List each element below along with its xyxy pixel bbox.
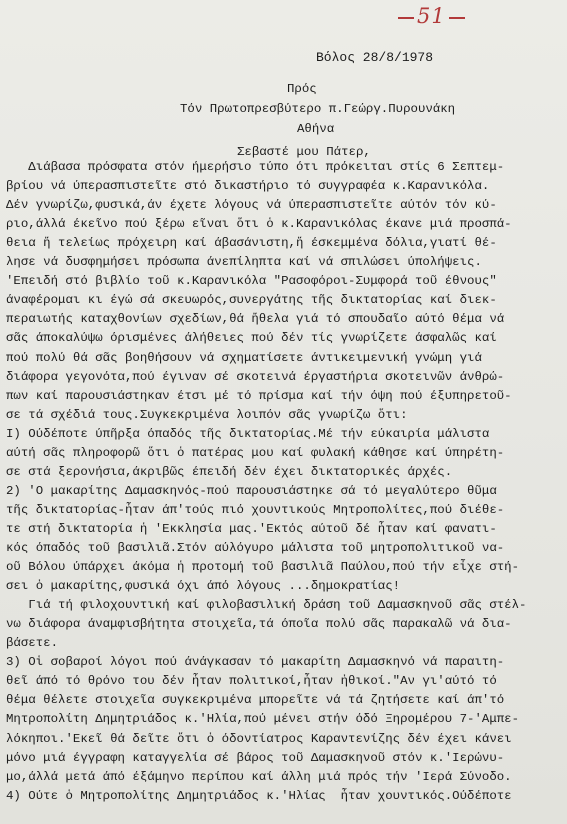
body-line: τῆς δικτατορίας-ἦταν άπ'τούς πιό χουντικούς Μητροπολίτες,πού διέθε- — [6, 502, 505, 517]
body-line: βάσετε. — [6, 636, 59, 651]
body-line: οῦ Βόλου ύπάρχει άκόμα ἡ προτομή τοῦ βασιλιᾶ Παύλου,πού τήν εἶχε στή- — [6, 560, 520, 575]
body-line: πού πολύ θά σᾶς βοηθήσουν νά σχηματίσετε άντικειμενική γνώμη γιά — [6, 350, 482, 365]
body-line: θεῖ άπό τό θρόνο του δέν ἦταν πολιτικοί,ἦταν ἠθικοί."Αν γι'αύτό τό — [6, 674, 497, 689]
body-line: θέμα θέλετε στοιχεῖα συγκεκριμένα μπορεῖτε νά τά ζητήσετε καί άπ'τό — [6, 693, 505, 708]
recipient-name: Τόν Πρωτοπρεσβύτερο π.Γεώργ.Πυρουνάκη — [180, 102, 456, 116]
body-line: βρίου νά ύπερασπιστεῖτε στό δικαστήριο τό συγγραφέα κ.Καρανικόλα. — [6, 179, 490, 194]
letter-date: Βόλος 28/8/1978 — [316, 50, 434, 65]
recipient-city: Αθήνα — [297, 122, 335, 136]
body-line: νω διάφορα άναμφισβήτητα στοιχεῖα,τά όποῖα πολύ σᾶς παρακαλῶ νά δια- — [6, 617, 512, 632]
body-line: Δέν γνωρίζω,φυσικά,άν έχετε λόγους νά ύπερασπιστεῖτε αύτόν τόν κύ- — [6, 198, 497, 213]
body-line: διάφορα γεγονότα,πού έγιναν σέ σκοτεινά έργαστήρια σκοτεινῶν άνθρώ- — [6, 369, 505, 384]
body-line: I) Ούδέποτε ύπῆρξα όπαδός τῆς δικτατορίας.Μέ τήν εύκαιρία μάλιστα — [6, 426, 490, 441]
body-line: Μητροπολίτη Δημητριάδος κ.'Ηλία,πού μένει στήν όδό Ξηρομέρου 7-'Αμπε- — [6, 712, 520, 727]
body-line: σει ὁ μακαρίτης,φυσικά όχι άπό λόγους ...δημοκρατίας! — [6, 579, 401, 594]
handwritten-page-number: 51 — [395, 4, 468, 28]
body-line: λησε νά δυσφημήσει πρόσωπα άνεπίληπτα καί νά σπιλώσει ύπολήψεις. — [6, 255, 482, 270]
body-line: σε στά ξερονήσια,άκριβῶς έπειδή δέν έχει δικτατορικές άρχές. — [6, 464, 453, 479]
body-line: 'Επειδή στό βιβλίο τοῦ κ.Καρανικόλα "Ρασοφόροι-Συμφορά τοῦ έθνους" — [6, 274, 497, 289]
body-line: περαιωτής καταχθονίων σχεδίων,θά ἤθελα γιά τό σπουδαῖο αύτό θέμα νά — [6, 312, 505, 327]
body-line: 3) Οἱ σοβαροί λόγοι πού άνάγκασαν τό μακαρίτη Δαμασκηνό νά παραιτη- — [6, 655, 505, 670]
body-line: Γιά τή φιλοχουντική καί φιλοβασιλική δράση τοῦ Δαμασκηνοῦ σᾶς στέλ- — [6, 598, 527, 613]
body-line: άναφέρομαι κι έγώ σά σκευωρός,συνεργάτης τῆς δικτατορίας καί διεκ- — [6, 293, 497, 308]
body-line: αύτή σᾶς πληροφορῶ ὅτι ὁ πατέρας μου καί φυλακή κάθησε καί ύπηρέτη- — [6, 445, 505, 460]
body-line: 2) 'Ο μακαρίτης Δαμασκηνός-πού παρουσιάστηκε σά τό μεγαλύτερο θῦμα — [6, 483, 497, 498]
addressee-label: Πρός — [287, 82, 317, 96]
body-line: Διάβασα πρόσφατα στόν ήμερήσιο τύπο ότι πρόκειται στίς 6 Σεπτεμ- — [6, 160, 505, 174]
body-line: μο,άλλά μετά άπό έξάμηνο περίπου καί άλλη μιά πρός τήν 'Ιερά Σύνοδο. — [6, 769, 512, 784]
body-line: τε στή δικτατορία ἡ 'Εκκλησία μας.'Εκτός αύτοῦ δέ ἦταν καί φανατι- — [6, 521, 497, 536]
body-line: μόνο μιά έγγραφη καταγγελία σέ βάρος τοῦ Δαμασκηνοῦ στόν κ.'Ιερώνυ- — [6, 750, 505, 765]
body-line: κός όπαδός τοῦ βασιλιᾶ.Στόν αύλόγυρο μάλιστα τοῦ μητροπολιτικοῦ να- — [6, 541, 505, 555]
body-line: 4) Ούτε ὁ Μητροπολίτης Δημητριάδος κ.'Ηλίας ἦταν χουντικός.Ούδέποτε — [6, 788, 512, 803]
body-line: σᾶς άποκαλύψω όρισμένες άλήθειες πού δέν τίς γνωρίζετε άσφαλῶς καί — [6, 331, 497, 346]
body-line: σε τά σχέδιά τους.Συγκεκριμένα λοιπόν σᾶς γνωρίζω ὅτι: — [6, 407, 408, 422]
body-line: πων καί παρουσιάστηκαν έτσι μέ τό πρίσμα καί τήν όψη πού έξυπηρετοῦ- — [6, 388, 512, 403]
body-line: λόκηποι.'Εκεῖ θά δεῖτε ὅτι ὁ όδοντίατρος Καραντενίζης δέν έχει κάνει — [6, 731, 512, 746]
body-line: θεια ἤ τελείως πρόχειρη καί άβασάνιστη,ἤ έσκεμμένα δόλια,γιατί θέ- — [6, 236, 497, 251]
salutation: Σεβαστέ μου Πάτερ, — [237, 145, 371, 159]
body-line: ριο,άλλά έκεῖνο πού ξέρω εῖναι ὅτι ὁ κ.Καρανικόλας έκανε μιά προσπά- — [6, 217, 512, 232]
